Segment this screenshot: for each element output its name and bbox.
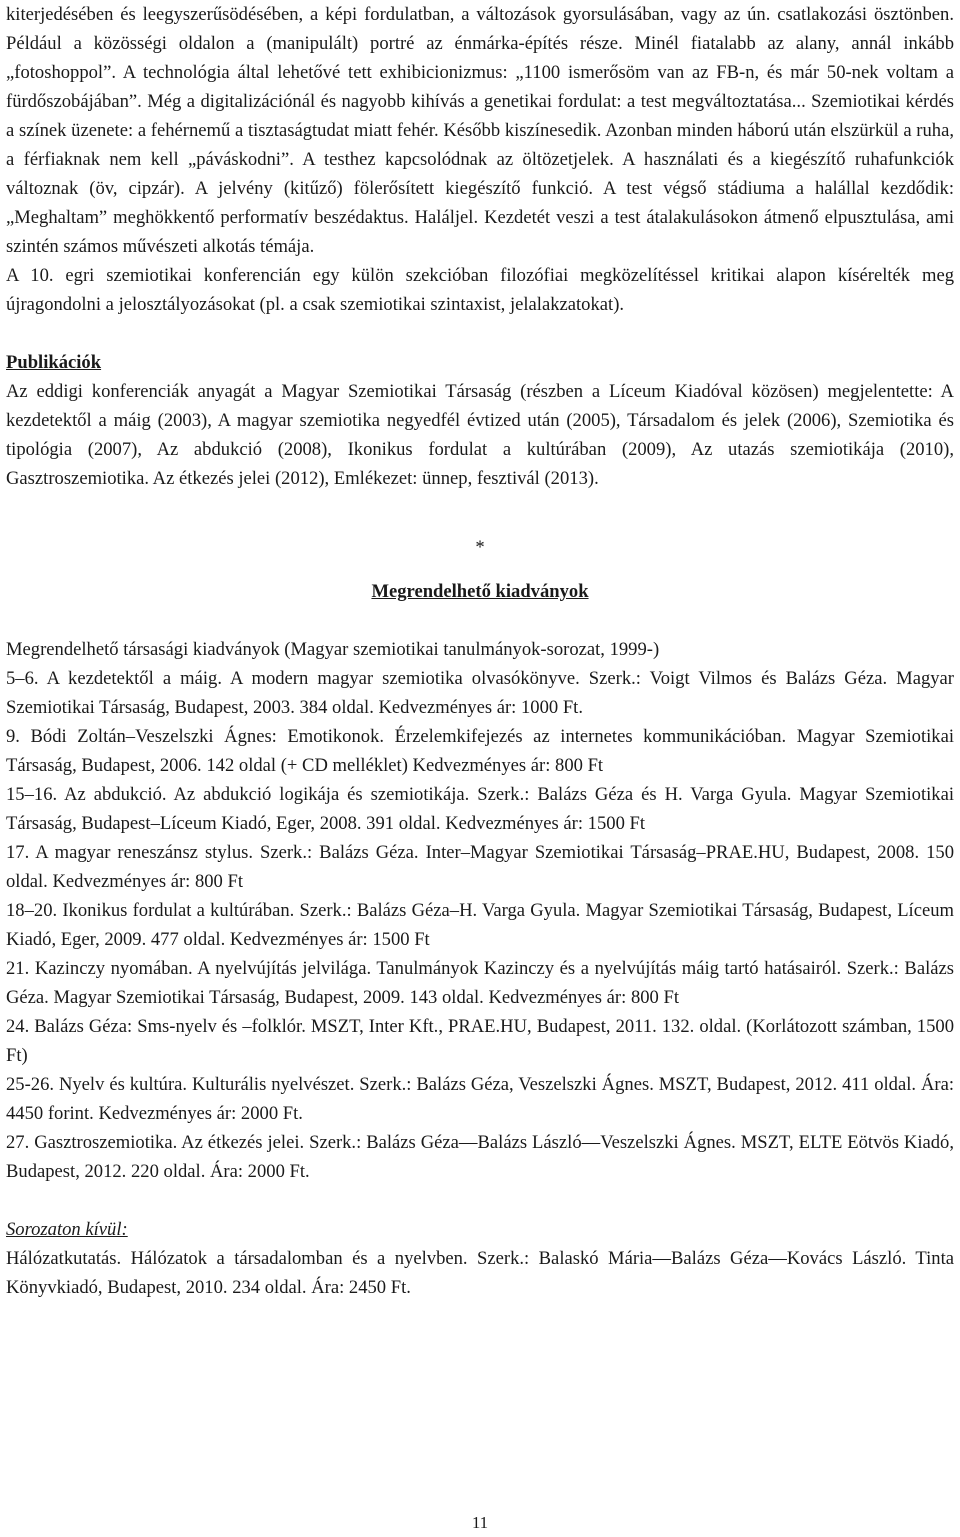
spacer [6, 1186, 954, 1215]
publication-entry: 5–6. A kezdetektől a máig. A modern magyar szemiotika olvasókönyve. Szerk.: Voigt Vilmos és Balázs Géza. Magyar Szemiotikai Társaság, Budapest, 2003. 384 oldal. Kedvezményes ár: 1000 Ft. [6, 668, 954, 718]
separator-star: * [475, 537, 485, 558]
publication-entry: 18–20. Ikonikus fordulat a kultúrában. Szerk.: Balázs Géza–H. Varga Gyula. Magyar Szemiotikai Társaság, Budapest, Líceum Kiadó, Eger, 2009. 477 oldal. Kedvezményes ár: 1500 Ft [6, 900, 954, 950]
page-number: 11 [471, 1513, 489, 1532]
outside-series-entry: Hálózatkutatás. Hálózatok a társadalomban és a nyelvben. Szerk.: Balaskó Mária—Balázs Géza—Kovács László. Tinta Könyvkiadó, Budapest, 2010. 234 oldal. Ára: 2450 Ft. [6, 1248, 954, 1298]
publication-entry: 21. Kazinczy nyomában. A nyelvújítás jelvilága. Tanulmányok Kazinczy és a nyelvújítás máig tartó hatásairól. Szerk.: Balázs Géza. Magyar Szemiotikai Társaság, Budapest, 2009. 143 oldal. Kedvezményes ár: 800 Ft [6, 958, 954, 1008]
publications-paragraph: Az eddigi konferenciák anyagát a Magyar Szemiotikai Társaság (részben a Líceum Kiadóval közösen) megjelentette: A kezdetektől a máig (2003), A magyar szemiotika negyedfél évtized után (2005), Társadalom és jelek (2006), Szemiotika és tipológia (2007), Az abdukció (2008), Ikonikus fordulat a kultúrában (2009), Az utazás szemiotikája (2010), Gasztroszemiotika. Az étkezés jelei (2012), Emlékezet: ünnep, fesztivál (2013). [6, 381, 954, 489]
spacer [6, 606, 954, 635]
outside-series-label-line [6, 1215, 954, 1244]
publication-entry: 9. Bódi Zoltán–Veszelszki Ágnes: Emotikonok. Érzelemkifejezés az internetes kommunikációban. Magyar Szemiotikai Társaság, Budapest, 2006. 142 oldal (+ CD melléklet) Kedvezményes ár: 800 Ft [6, 726, 954, 776]
publication-entry: 27. Gasztroszemiotika. Az étkezés jelei. Szerk.: Balázs Géza—Balázs László—Veszelszki Ágnes. MSZT, ELTE Eötvös Kiadó, Budapest, 2012. 220 oldal. Ára: 2000 Ft. [6, 1132, 954, 1182]
publication-entry: 24. Balázs Géza: Sms-nyelv és –folklór. MSZT, Inter Kft., PRAE.HU, Budapest, 2011. 132. oldal. (Korlátozott számban, 1500 Ft) [6, 1016, 954, 1066]
orderable-intro: Megrendelhető társasági kiadványok (Magyar szemiotikai tanulmányok-sorozat, 1999-) [6, 639, 660, 660]
orderable-heading: Megrendelhető kiadványok [371, 581, 589, 602]
conference-paragraph: A 10. egri szemiotikai konferencián egy külön szekcióban filozófiai megközelítéssel kritikai alapon kísérelték meg újragondolni a jelosztályozásokat (pl. a csak szemiotikai szintaxist, jelalakzatokat). [6, 265, 954, 315]
spacer [6, 319, 954, 348]
intro-paragraph: kiterjedésében és leegyszerűsödésében, a képi fordulatban, a változások gyorsulásában, vagy az ún. csatlakozási ösztönben. Például a közösségi oldalon a (manipulált) portré az énmárka-építés része. Minél fiatalabb az alany, annál inkább „fotoshoppol”. A technológia által lehetővé tett exhibicionizmus: „1100 ismerősöm van az FB-n, és már 50-nek voltam a fürdőszobájában”. Még a digitalizációnál és nagyobb kihívás a genetikai fordulat: a test megváltoztatása... Szemiotikai kérdés a színek üzenete: a fehérnemű a tisztaságtudat miatt fehér. Később kiszínesedik. Azonban minden háború után elszürkül a ruha, a férfiaknak nem kell „páváskodni”. A testhez kapcsolódnak az öltözetjelek. A használati és a kiegészítő ruhafunkciók változnak (öv, cipzár). A jelvény (kitűző) fölerősített kiegészítő funkció. A test végső stádiuma a halállal kezdődik: „Meghaltam” meghökkentő performatív beszédaktus. Haláljel. Kezdetét veszi a test átalakulásokon átmenő elpusztulása, ami szintén számos művészeti alkotás témája. [6, 4, 954, 257]
publication-entry: 15–16. Az abdukció. Az abdukció logikája és szemiotikája. Szerk.: Balázs Géza és H. Varga Gyula. Magyar Szemiotikai Társaság, Budapest–Líceum Kiadó, Eger, 2008. 391 oldal. Kedvezményes ár: 1500 Ft [6, 784, 954, 834]
outside-series-label: Sorozaton kívül: [6, 1219, 128, 1240]
publication-entry: 17. A magyar reneszánsz stylus. Szerk.: Balázs Géza. Inter–Magyar Szemiotikai Társaság–PRAE.HU, Budapest, 2008. 150 oldal. Kedvezményes ár: 800 Ft [6, 842, 954, 892]
document-page [6, 0, 954, 1302]
publications-heading: Publikációk [6, 352, 102, 373]
publication-entry: 25-26. Nyelv és kultúra. Kulturális nyelvészet. Szerk.: Balázs Géza, Veszelszki Ágnes. MSZT, Budapest, 2012. 411 oldal. Ára: 4450 forint. Kedvezményes ár: 2000 Ft. [6, 1074, 954, 1124]
